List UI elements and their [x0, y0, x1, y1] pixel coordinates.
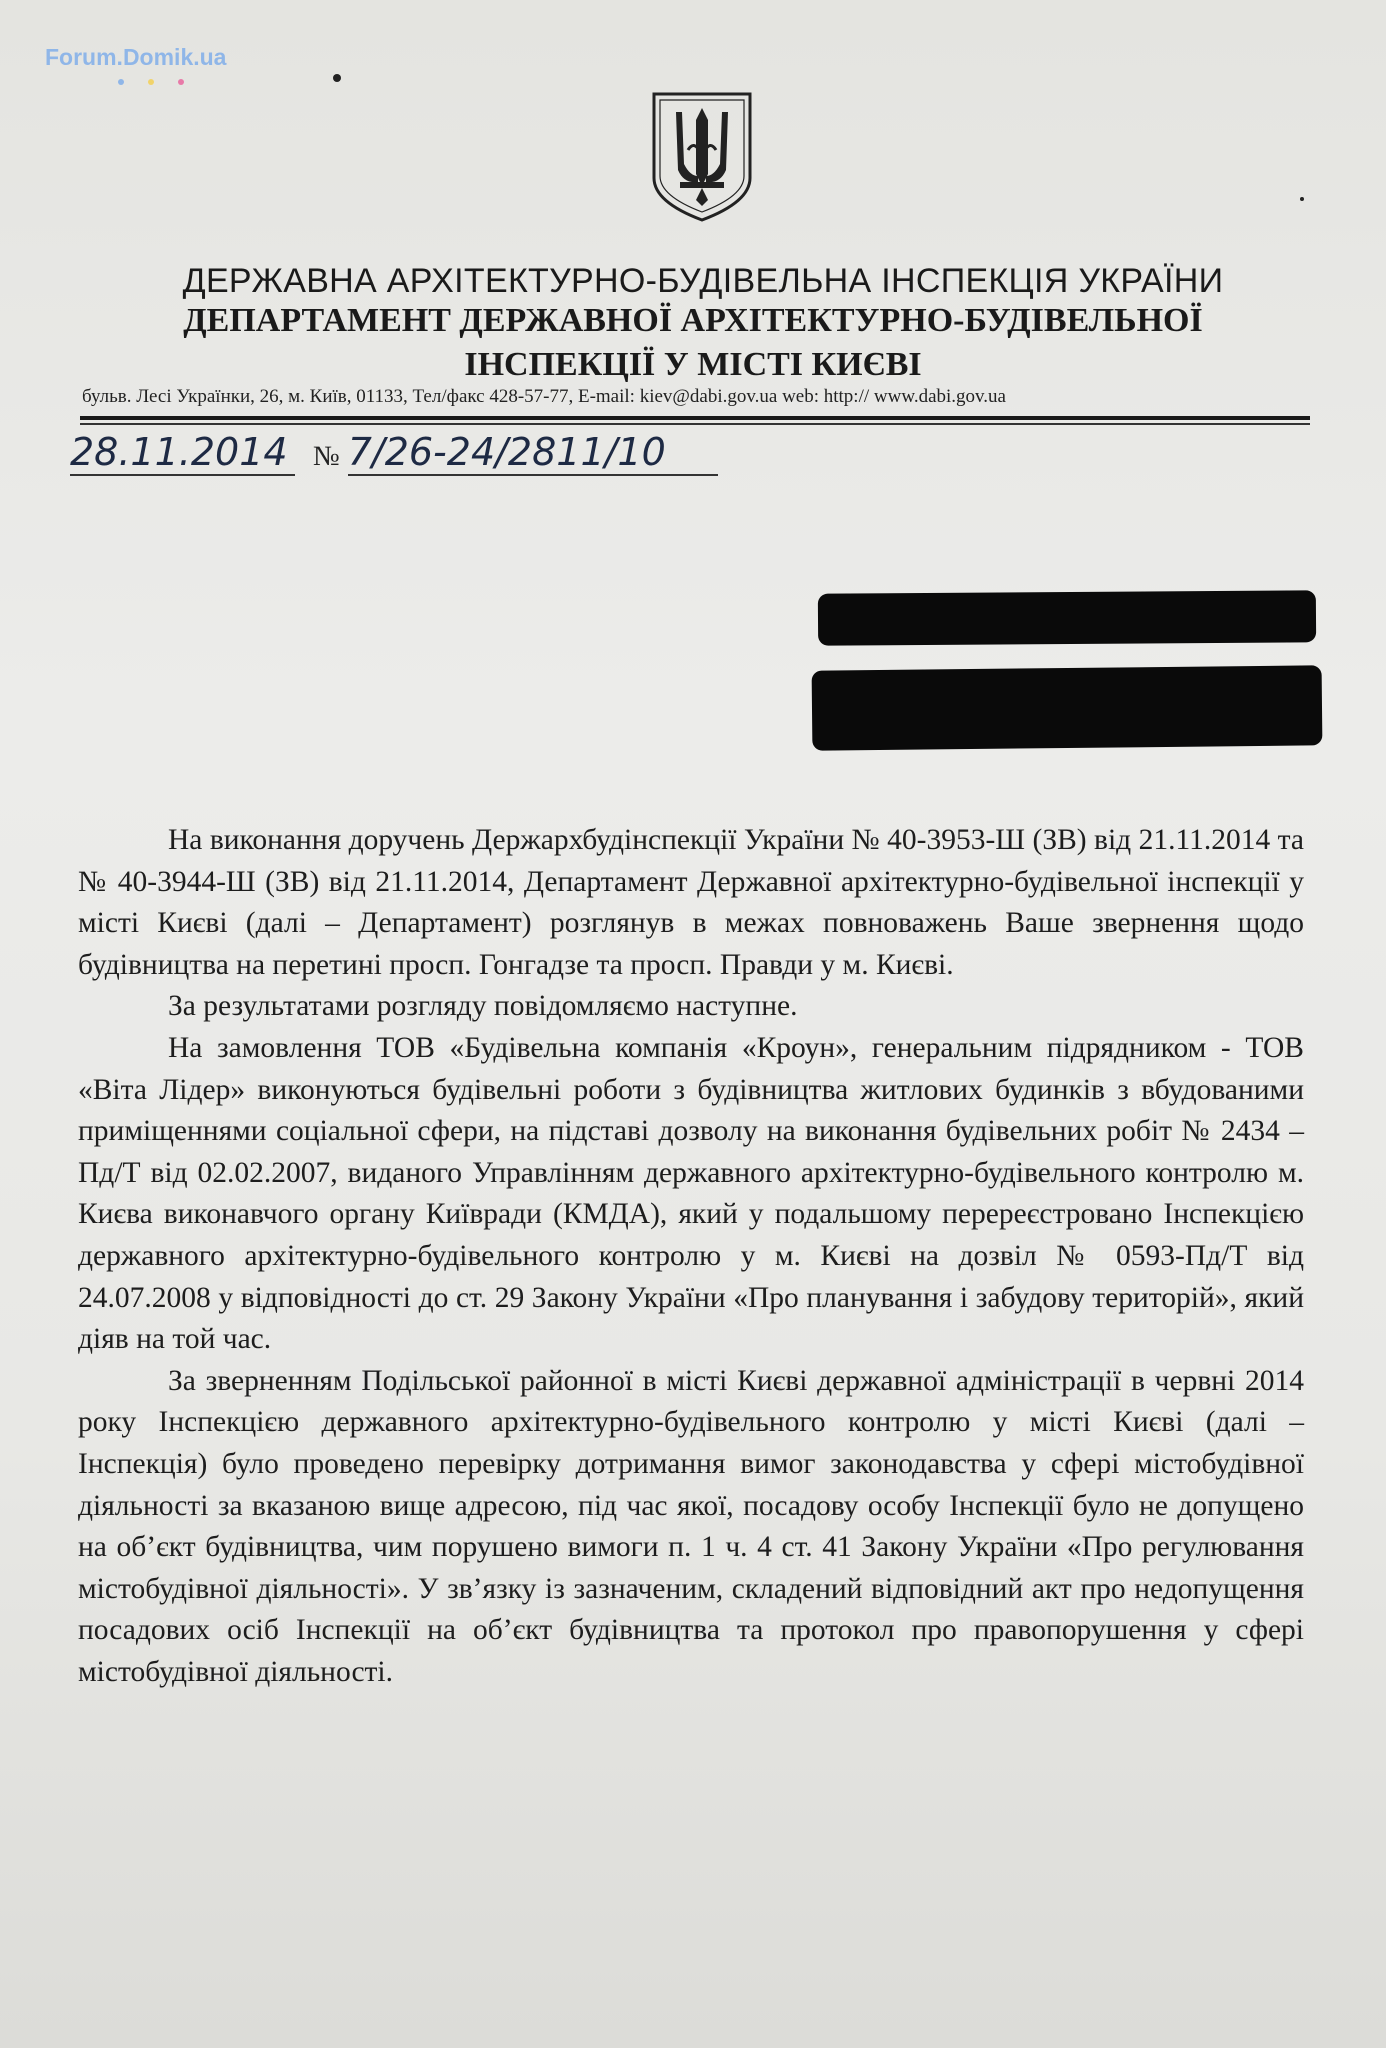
- body-paragraph: На виконання доручень Держархбудінспекції України № 40-3953-Ш (ЗВ) від 21.11.2014 та № 40-3944-Ш (ЗВ) від 21.11.2014, Департамент Державної архітектурно-будівельної інспекції у місті Києві (далі – Департамент) розглянув в межах повноважень Ваше звернення щодо будівництва на перетині просп. Гонгадзе та просп. Правди у м. Києві.: [78, 824, 1304, 981]
- registration-date: 28.11.2014: [70, 430, 295, 476]
- watermark-dots: [118, 72, 208, 90]
- header-line-3: ІНСПЕКЦІЇ У МІСТІ КИЄВІ: [464, 346, 922, 383]
- number-sign: №: [313, 441, 340, 472]
- forum-watermark: Forum.Domik.ua: [45, 44, 227, 70]
- header-rule-thick: [80, 416, 1310, 420]
- header-line-1: ДЕРЖАВНА АРХІТЕКТУРНО-БУДІВЕЛЬНА ІНСПЕКЦІЯ УКРАЇНИ: [182, 262, 1224, 300]
- header-line-2: ДЕПАРТАМЕНТ ДЕРЖАВНОЇ АРХІТЕКТУРНО-БУДІВЕЛЬНОЇ: [183, 302, 1203, 339]
- redaction-bar: [812, 665, 1323, 750]
- redaction-bar: [818, 590, 1316, 645]
- paper-speck: [1300, 197, 1304, 201]
- header-rule-thin: [80, 423, 1310, 425]
- registration-line: [70, 430, 718, 476]
- body-paragraph: На замовлення ТОВ «Будівельна компанія «Кроун», генеральним підрядником - ТОВ «Віта Лідер» виконуються будівельні роботи з будівництва житлових будинків з вбудованими приміщеннями соціальної сфери, на підставі дозволу на виконання будівельних робіт № 2434 – Пд/Т від 02.02.2007, виданого Управлінням державного архітектурно-будівельного контролю м. Києва виконавчого органу Київради (КМДА), який у подальшому перереєстровано Інспекцією державного архітектурно-будівельного контролю у м. Києві на дозвіл № 0593-Пд/Т від 24.07.2008 у відповідності до ст. 29 Закону України «Про планування і забудову територій», який діяв на той час.: [78, 1031, 1304, 1356]
- letter-body: [78, 820, 1304, 1693]
- trident-coat-of-arms-icon: [650, 90, 754, 224]
- paper-speck: [333, 74, 341, 82]
- registration-number: 7/26-24/2811/10: [348, 430, 718, 476]
- header-address: бульв. Лесі Українки, 26, м. Київ, 01133, Тел/факс 428-57-77, E-mail: kiev@dabi.gov.ua web: http:// www.dabi.gov.ua: [82, 386, 1006, 407]
- body-paragraph: За зверненням Подільської районної в місті Києві державної адміністрації в червні 2014 року Інспекцією державного архітектурно-будівельного контролю у місті Києві (далі – Інспекція) було проведено перевірку дотримання вимог законодавства у сфері містобудівної діяльності за вказаною вище адресою, під час якої, посадову особу Інспекції було не допущено на об’єкт будівництва, чим порушено вимоги п. 1 ч. 4 ст. 41 Закону України «Про регулювання містобудівної діяльності». У зв’язку із зазначеним, складений відповідний акт про недопущення посадових осіб Інспекції на об’єкт будівництва та протокол про правопорушення у сфері містобудівної діяльності.: [78, 1364, 1304, 1688]
- body-paragraph: За результатами розгляду повідомляємо наступне.: [168, 990, 798, 1023]
